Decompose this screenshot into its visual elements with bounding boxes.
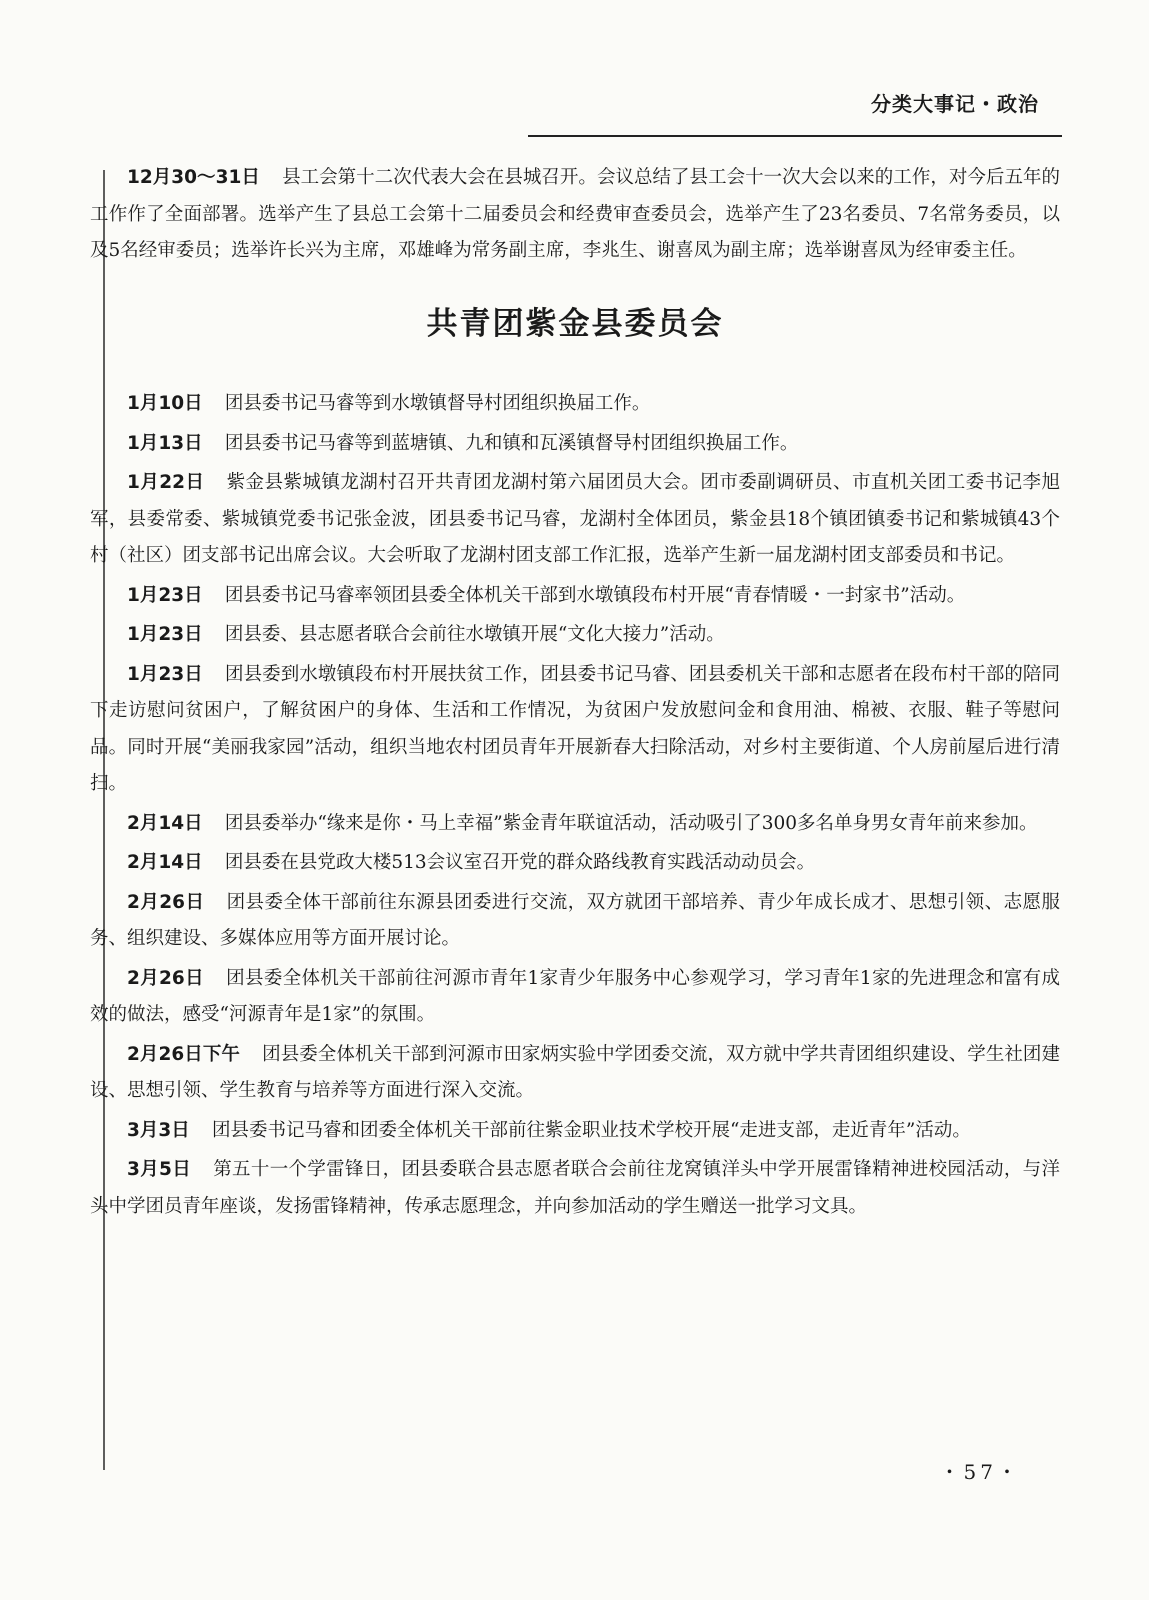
entry-text: 团县委书记马睿和团委全体机关干部前往紫金职业技术学校开展“走进支部，走近青年”活动。 [211, 1119, 971, 1141]
entry-text: 团县委书记马睿等到水墩镇督导村团组织换届工作。 [224, 393, 651, 414]
chronicle-entry [90, 465, 1060, 575]
header-rule [528, 135, 1062, 137]
entry-text: 第五十一个学雷锋日，团县委联合县志愿者联合会前往龙窝镇洋头中学开展雷锋精神进校园活动，与洋头中学团员青年座谈，发扬雷锋精神，传承志愿理念，并向参加活动的学生赠送一批学习文具。 [90, 1159, 1060, 1217]
entry-text: 团县委全体机关干部到河源市田家炳实验中学团委交流，双方就中学共青团组织建设、学生社团建设、思想引领、学生教育与培养等方面进行深入交流。 [90, 1043, 1060, 1101]
entry-text: 紫金县紫城镇龙湖村召开共青团龙湖村第六届团员大会。团市委副调研员、市直机关团工委书记李旭军，县委常委、紫城镇党委书记张金波，团县委书记马睿，龙湖村全体团员，紫金县18个镇团镇委书记和紫城镇43个村（社区）团支部书记出席会议。大会听取了龙湖村团支部工作汇报，选举产生新一届龙湖村团支部委员和书记。 [90, 472, 1060, 566]
entry-date: 2月14日 [127, 852, 203, 873]
entry-date: 1月23日 [127, 624, 203, 645]
chronicle-entry [90, 386, 1060, 423]
section-title: 共青团紫金县委员会 [426, 305, 724, 342]
entry-date: 2月14日 [127, 812, 203, 834]
entry-text: 团县委全体机关干部前往河源市青年1家青少年服务中心参观学习，学习青年1家的先进理念和富有成效的做法，感受“河源青年是1家”的氛围。 [90, 967, 1060, 1025]
entry-text: 团县委、县志愿者联合会前往水墩镇开展“文化大接力”活动。 [224, 624, 725, 645]
page-number: ・57・ [939, 1460, 1021, 1484]
chronicle-entry [90, 806, 1060, 843]
entry-text: 团县委举办“缘来是你・马上幸福”紫金青年联谊活动，活动吸引了300多名单身男女青年前来参加。 [224, 812, 1038, 834]
chronicle-entry [90, 961, 1060, 1034]
chronicle-entry [90, 845, 1060, 882]
chronicle-entry [90, 617, 1060, 654]
entry-date: 2月26日 [127, 967, 204, 989]
entry-text: 县工会第十二次代表大会在县城召开。会议总结了县工会十一次大会以来的工作，对今后五年的工作作了全面部署。选举产生了县总工会第十二届委员会和经费审查委员会，选举产生了23名委员、7名常务委员，以及5名经审委员；选举许长兴为主席，邓雄峰为常务副主席，李兆生、谢喜凤为副主席；选举谢喜凤为经审委主任。 [90, 167, 1060, 261]
chronicle-entry [90, 578, 1060, 615]
chronicle-entries [90, 386, 1060, 1225]
entry-text: 团县委书记马睿等到蓝塘镇、九和镇和瓦溪镇督导村团组织换届工作。 [224, 432, 799, 454]
chronicle-entry [90, 426, 1060, 463]
page-body [90, 160, 1060, 1228]
entry-date: 3月5日 [127, 1159, 192, 1180]
entry-date: 1月23日 [127, 663, 203, 685]
entry-date: 1月22日 [127, 472, 205, 493]
chronicle-entry [90, 1037, 1060, 1110]
entry-date: 1月10日 [127, 393, 203, 414]
entry-date: 1月23日 [127, 584, 203, 606]
entry-date: 2月26日 [127, 891, 205, 913]
intro-entry [90, 160, 1060, 270]
entry-date: 12月30～31日 [127, 167, 260, 188]
entry-text: 团县委到水墩镇段布村开展扶贫工作，团县委书记马睿、团县委机关干部和志愿者在段布村干部的陪同下走访慰问贫困户，了解贫困户的身体、生活和工作情况，为贫困户发放慰问金和食用油、棉被、衣服、鞋子等慰问品。同时开展“美丽我家园”活动，组织当地农村团员青年开展新春大扫除活动，对乡村主要街道、个人房前屋后进行清扫。 [90, 663, 1060, 794]
entry-date: 2月26日下午 [127, 1043, 240, 1065]
chronicle-entry [90, 1113, 1060, 1150]
running-header: 分类大事记・政治 [871, 92, 1039, 116]
entry-text: 团县委在县党政大楼513会议室召开党的群众路线教育实践活动动员会。 [224, 852, 816, 873]
entry-text: 团县委全体干部前往东源县团委进行交流，双方就团干部培养、青少年成长成才、思想引领、志愿服务、组织建设、多媒体应用等方面开展讨论。 [90, 891, 1060, 949]
entry-date: 3月3日 [127, 1119, 190, 1141]
chronicle-entry [90, 885, 1060, 958]
entry-text: 团县委书记马睿率领团县委全体机关干部到水墩镇段布村开展“青春情暖・一封家书”活动。 [224, 584, 966, 606]
chronicle-entry [90, 1152, 1060, 1225]
chronicle-entry [90, 657, 1060, 803]
entry-date: 1月13日 [127, 432, 203, 454]
